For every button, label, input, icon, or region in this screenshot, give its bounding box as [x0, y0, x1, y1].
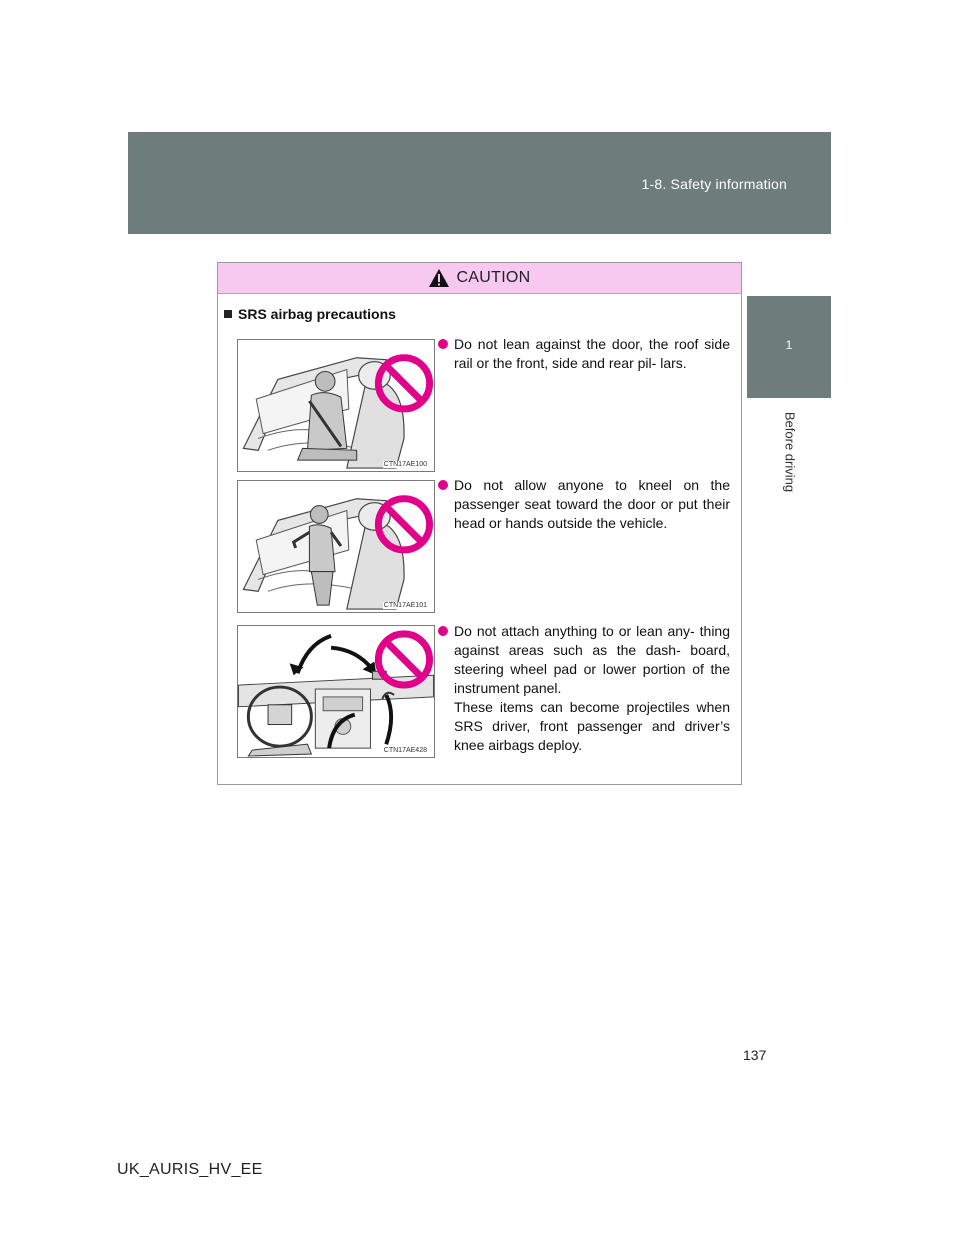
header-band — [128, 132, 831, 234]
bullet-icon — [438, 480, 448, 490]
caution-label: CAUTION — [456, 269, 531, 286]
item-text-3 — [440, 622, 730, 755]
figure-code: CTN17AE428 — [383, 747, 427, 754]
caution-header — [218, 263, 741, 294]
item-paragraph: Do not lean against the door, the roof side rail or the front, side and rear pil- lars. — [454, 336, 730, 371]
chapter-number: 1 — [785, 338, 793, 352]
figure-code: CTN17AE100 — [383, 461, 427, 468]
subsection-title: SRS airbag precautions — [238, 306, 396, 322]
warning-triangle-icon — [428, 268, 450, 288]
caution-box — [217, 262, 742, 785]
item-paragraph: Do not attach anything to or lean any- thing against areas such as the dash- board, steering wheel pad or lower portion of the instrument panel. — [454, 623, 730, 696]
figure-dashboard — [237, 625, 435, 758]
page-number: 137 — [743, 1047, 767, 1063]
bullet-icon — [438, 626, 448, 636]
chapter-tab — [747, 296, 831, 398]
section-title: 1-8. Safety information — [641, 176, 787, 192]
kneeling-seat-illustration — [238, 481, 434, 612]
figure-kneeling-seat — [237, 480, 435, 613]
chapter-label: Before driving — [782, 411, 798, 493]
item-text-1 — [440, 335, 730, 373]
subsection-heading — [224, 306, 396, 322]
bullet-icon — [438, 339, 448, 349]
figure-code: CTN17AE101 — [383, 602, 427, 609]
item-text-2 — [440, 476, 730, 533]
item-paragraph: Do not allow anyone to kneel on the passenger seat toward the door or put their head or hands outside the vehicle. — [454, 477, 730, 531]
dashboard-illustration — [238, 626, 434, 757]
document-code: UK_AURIS_HV_EE — [117, 1161, 263, 1178]
square-bullet-icon — [224, 310, 232, 318]
figure-leaning-door — [237, 339, 435, 472]
leaning-door-illustration — [238, 340, 434, 471]
item-paragraph-continued: These items can become projectiles when SRS driver, front passenger and driver’s knee airbags deploy. — [454, 699, 730, 753]
chapter-label-container — [760, 400, 820, 510]
